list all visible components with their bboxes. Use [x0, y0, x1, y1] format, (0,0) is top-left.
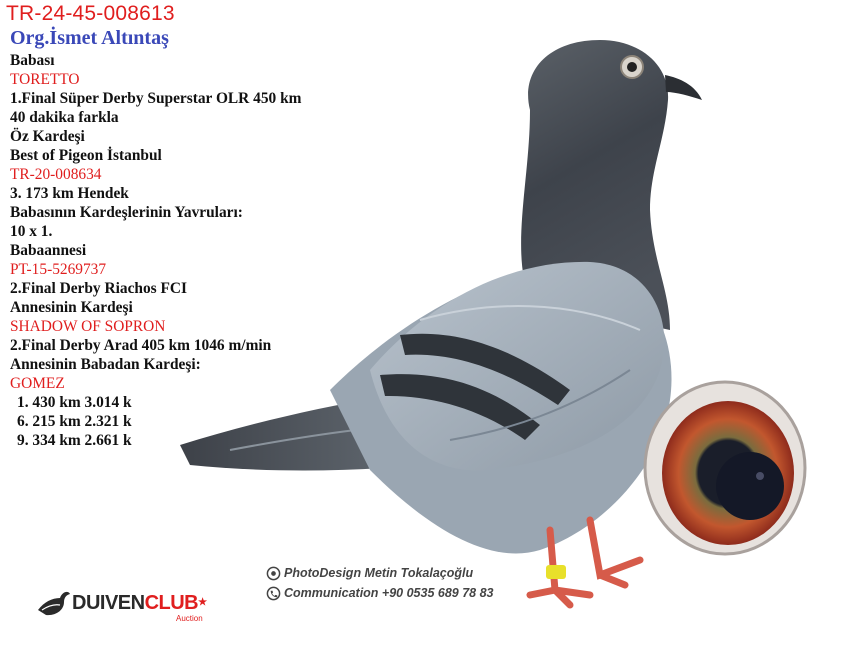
pedigree-name: PT-15-5269737 — [10, 261, 107, 278]
eye-closeup-image — [640, 378, 810, 558]
contact-row — [266, 583, 494, 603]
logo-part-club: CLUB — [144, 592, 199, 614]
pedigree-line: 10 x 1. — [10, 223, 53, 240]
pedigree-line: Annesinin Babadan Kardeşi: — [10, 356, 201, 373]
pedigree-line: 1. 430 km 3.014 k — [17, 394, 132, 411]
pedigree-line: 1.Final Süper Derby Superstar OLR 450 km — [10, 90, 302, 107]
pedigree-line: 6. 215 km 2.321 k — [17, 413, 132, 430]
pedigree-name: TORETTO — [10, 71, 80, 88]
pedigree-line: 2.Final Derby Arad 405 km 1046 m/min — [10, 337, 272, 354]
photographer-row — [266, 563, 494, 583]
photo-credit — [266, 563, 494, 603]
star-icon: ★ — [198, 597, 207, 608]
logo-subtitle: Auction — [176, 614, 203, 623]
pedigree-line: 40 dakika farkla — [10, 109, 119, 126]
pedigree-line: Annesinin Kardeşi — [10, 299, 133, 316]
pedigree-name: SHADOW OF SOPRON — [10, 318, 166, 335]
duivenclub-logo — [36, 588, 207, 623]
pedigree-line: 3. 173 km Hendek — [10, 185, 129, 202]
pigeon-logo-icon — [36, 588, 72, 618]
phone-icon — [266, 586, 281, 601]
pedigree-line: Babaannesi — [10, 242, 87, 259]
pigeon-image — [170, 30, 710, 610]
pedigree-line: 2.Final Derby Riachos FCI — [10, 280, 187, 297]
contact-phone: Communication +90 0535 689 78 83 — [284, 586, 494, 600]
pedigree-name: TR-20-008634 — [10, 166, 102, 183]
pedigree-line: Öz Kardeşi — [10, 128, 85, 145]
pedigree-name: GOMEZ — [10, 375, 65, 392]
logo-wordmark — [72, 592, 207, 614]
organizer-name: Org.İsmet Altıntaş — [10, 27, 169, 49]
pedigree-line: Best of Pigeon İstanbul — [10, 147, 162, 164]
photographer-name: PhotoDesign Metin Tokalaçoğlu — [284, 566, 474, 580]
pedigree-line: Babasının Kardeşlerinin Yavruları: — [10, 204, 243, 221]
ring-number: TR-24-45-008613 — [6, 2, 175, 25]
logo-part-duiven: DUIVEN — [72, 592, 145, 614]
camera-icon — [266, 566, 281, 581]
pedigree-line: Babası — [10, 52, 55, 69]
pedigree-line: 9. 334 km 2.661 k — [17, 432, 132, 449]
